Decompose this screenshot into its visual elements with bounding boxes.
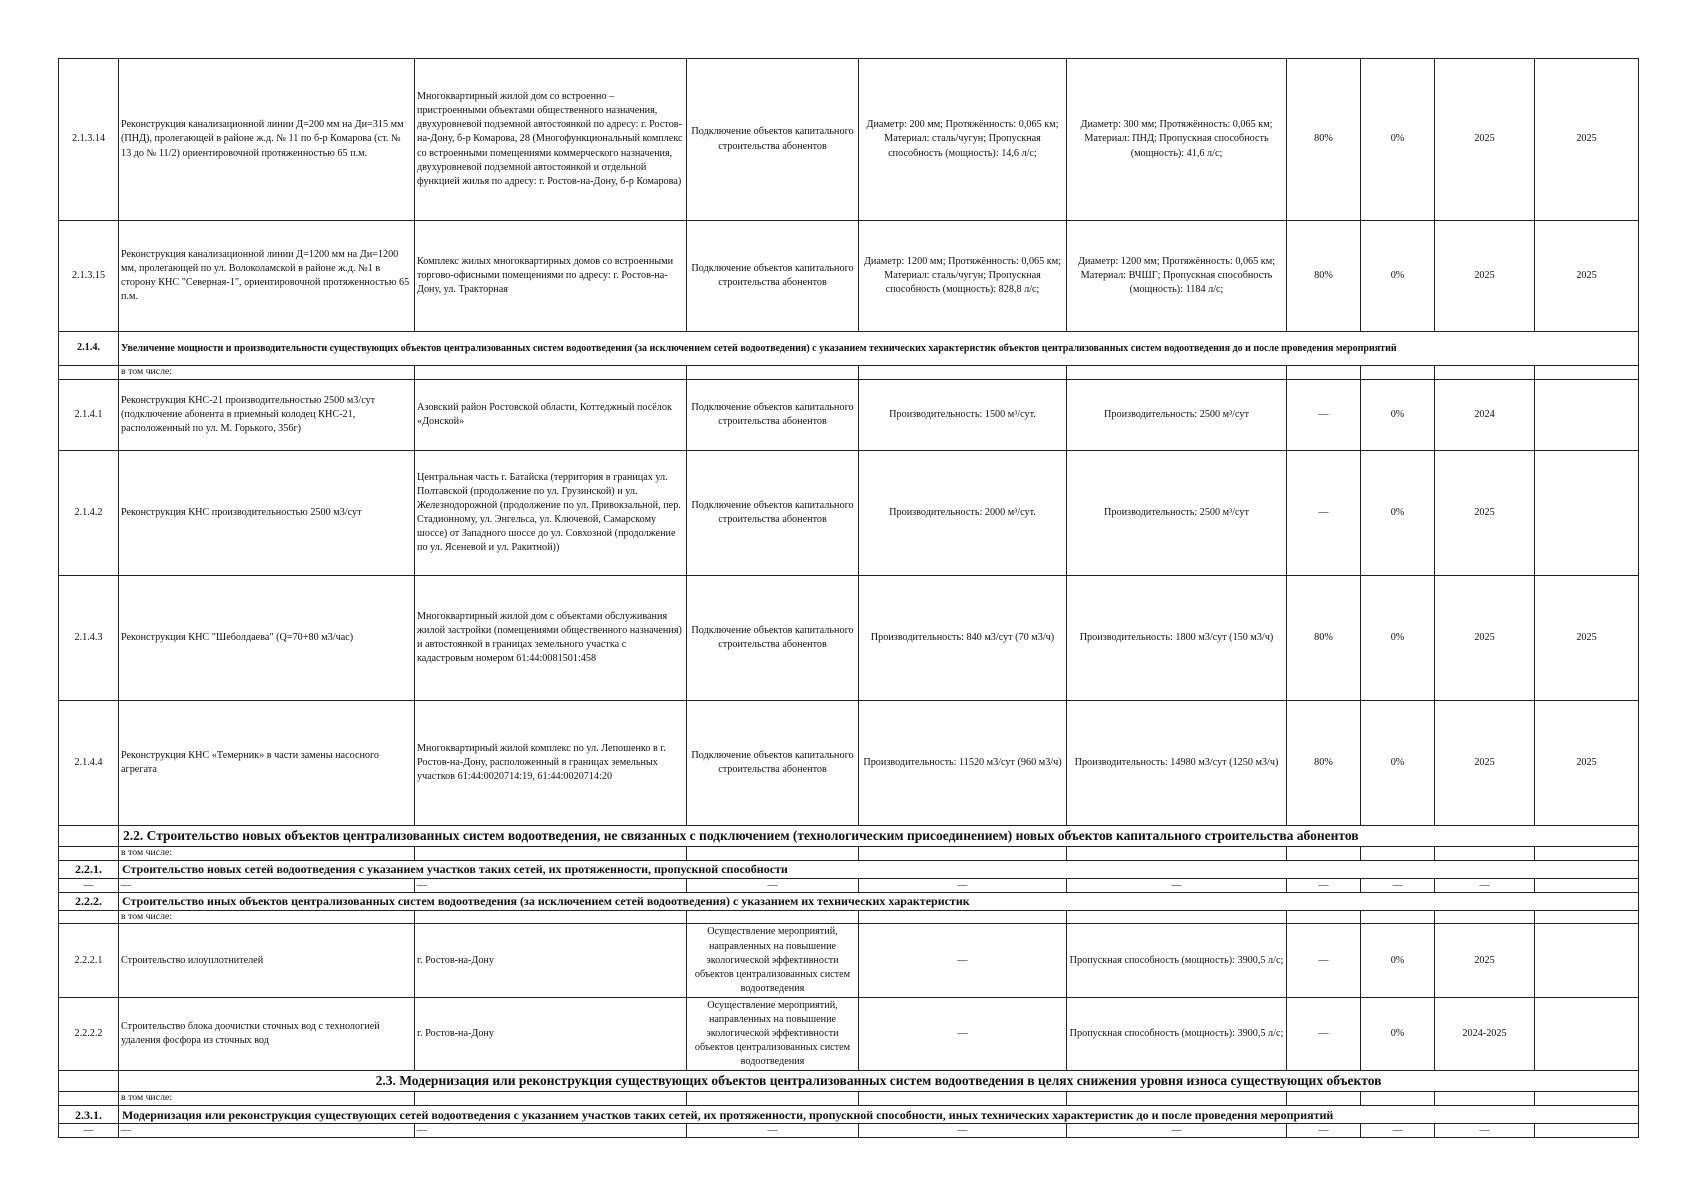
section-number: 2.1.4. bbox=[59, 332, 119, 366]
year-start: 2025 bbox=[1435, 575, 1535, 700]
row-number: 2.1.4.1 bbox=[59, 379, 119, 450]
subsection-row bbox=[59, 860, 1639, 878]
measure-name: Реконструкция КНС-21 производительностью 2500 м3/сут (подключение абонента в приемный колодец КНС-21, расположенный по ул. М. Горького, 356г) bbox=[119, 379, 415, 450]
section-number: 2.2.2. bbox=[59, 892, 119, 910]
including-label: в том числе: bbox=[119, 1092, 415, 1106]
characteristics-before: Производительность: 1500 м³/сут. bbox=[859, 379, 1067, 450]
wear-before: — bbox=[1287, 379, 1361, 450]
row-number: 2.1.4.2 bbox=[59, 450, 119, 575]
table-row bbox=[59, 997, 1639, 1070]
measure-purpose: Подключение объектов капитального строительства абонентов bbox=[687, 450, 859, 575]
measure-purpose: Подключение объектов капитального строительства абонентов bbox=[687, 221, 859, 332]
year-end: 2025 bbox=[1535, 575, 1639, 700]
wear-after: 0% bbox=[1361, 221, 1435, 332]
characteristics-after: Производительность: 1800 м3/сут (150 м3/ч) bbox=[1067, 575, 1287, 700]
wear-after: 0% bbox=[1361, 379, 1435, 450]
table-row bbox=[59, 700, 1639, 825]
measure-name: Реконструкция канализационной линии Д=200 мм на Ди=315 мм (ПНД), пролегающей в районе ж.д. № 11 по б-р Комарова (ст. № 13 до № 11/2) ориентировочной протяженностью 65 п.м. bbox=[119, 59, 415, 221]
including-row bbox=[59, 366, 1639, 380]
measure-name: Строительство блока доочистки сточных вод с технологией удаления фосфора из сточных вод bbox=[119, 997, 415, 1070]
measure-location: Многоквартирный жилой дом с объектами обслуживания жилой застройки (помещениями общественного назначения) и автостоянкой в границах земельного участка с кадастровым номером 61:44:0081501:458 bbox=[415, 575, 687, 700]
year-end bbox=[1535, 379, 1639, 450]
year-start: 2025 bbox=[1435, 59, 1535, 221]
measure-location: г. Ростов-на-Дону bbox=[415, 924, 687, 997]
wear-before: — bbox=[1287, 997, 1361, 1070]
row-number: 2.2.2.2 bbox=[59, 997, 119, 1070]
wear-before: — bbox=[1287, 450, 1361, 575]
subsection-row bbox=[59, 1106, 1639, 1124]
measure-location: Многоквартирный жилой дом со встроенно – пристроенными объектами общественного назначения, двухуровневой подземной автостоянкой по адресу: г. Ростов-на-Дону, б-р Комарова, 28 (Многофункциональный комплекс со встроенными помещениями коммерческого назначения, двухуровневой подземной автостоянкой и отдельной функцией жилья по адресу: г. Ростов-на-Дону, б-р Комарова) bbox=[415, 59, 687, 221]
measure-location: Многоквартирный жилой комплекс по ул. Лепошенко в г. Ростов-на-Дону, расположенный в границах земельных участков 61:44:0020714:19, 61:44:0020714:20 bbox=[415, 700, 687, 825]
year-end bbox=[1535, 997, 1639, 1070]
year-end: 2025 bbox=[1535, 221, 1639, 332]
section-row bbox=[59, 1071, 1639, 1092]
year-start: 2025 bbox=[1435, 450, 1535, 575]
table-row bbox=[59, 450, 1639, 575]
measure-location: Центральная часть г. Батайска (территория в границах ул. Полтавской (продолжение по ул. Грузинской) и ул. Железнодорожной (продолжение по ул. Привокзальной, пер. Стадионному, ул. Энгельса, ул. Ключевой, Самарскому шоссе) от Западного шоссе до ул. Совхозной (продолжение по ул. Ясеневой и ул. Ракитной)) bbox=[415, 450, 687, 575]
wear-after: 0% bbox=[1361, 700, 1435, 825]
year-start: 2024 bbox=[1435, 379, 1535, 450]
measure-purpose: Подключение объектов капитального строительства абонентов bbox=[687, 379, 859, 450]
section-title: Увеличение мощности и производительности существующих объектов централизованных систем водоотведения (за исключением сетей водоотведения) с указанием технических характеристик объектов централизованных систем водоотведения до и после проведения мероприятий bbox=[119, 332, 1639, 366]
including-label: в том числе: bbox=[119, 846, 415, 860]
section-number: 2.2.1. bbox=[59, 860, 119, 878]
measure-name: Реконструкция КНС "Шеболдаева" (Q=70+80 м3/час) bbox=[119, 575, 415, 700]
investment-program-table bbox=[58, 58, 1639, 1138]
characteristics-after: Диаметр: 300 мм; Протяжённость: 0,065 км; Материал: ПНД; Пропускная способность (мощность): 41,6 л/с; bbox=[1067, 59, 1287, 221]
measure-purpose: Подключение объектов капитального строительства абонентов bbox=[687, 700, 859, 825]
row-number: 2.1.4.3 bbox=[59, 575, 119, 700]
empty-row: — — — — — — — — — bbox=[59, 878, 1639, 892]
wear-before: — bbox=[1287, 924, 1361, 997]
characteristics-before: — bbox=[859, 924, 1067, 997]
section-title: Строительство иных объектов централизованных систем водоотведения (за исключением сетей водоотведения) с указанием их технических характеристик bbox=[119, 892, 1639, 910]
subsection-row bbox=[59, 892, 1639, 910]
characteristics-before: Диаметр: 1200 мм; Протяжённость: 0,065 км; Материал: сталь/чугун; Пропускная способность (мощность): 828,8 л/с; bbox=[859, 221, 1067, 332]
empty-row: — — — — — — — — — bbox=[59, 1124, 1639, 1138]
measure-purpose: Подключение объектов капитального строительства абонентов bbox=[687, 59, 859, 221]
measure-location: Азовский район Ростовской области, Коттеджный посёлок «Донской» bbox=[415, 379, 687, 450]
wear-after: 0% bbox=[1361, 59, 1435, 221]
section-title: 2.3. Модернизация или реконструкция существующих объектов централизованных систем водоотведения в целях снижения уровня износа существующих объектов bbox=[119, 1071, 1639, 1092]
section-row bbox=[59, 825, 1639, 846]
year-end: 2025 bbox=[1535, 59, 1639, 221]
wear-before: 80% bbox=[1287, 575, 1361, 700]
row-number: 2.1.4.4 bbox=[59, 700, 119, 825]
table-row bbox=[59, 379, 1639, 450]
year-end bbox=[1535, 924, 1639, 997]
measure-name: Реконструкция КНС производительностью 2500 м3/сут bbox=[119, 450, 415, 575]
wear-after: 0% bbox=[1361, 575, 1435, 700]
table-row bbox=[59, 59, 1639, 221]
row-number: 2.1.3.14 bbox=[59, 59, 119, 221]
measure-name: Реконструкция канализационной линии Д=1200 мм на Ди=1200 мм, пролегающей по ул. Волоколамской в районе ж.д. №1 в сторону КНС "Северная-1", ориентировочной протяженностью 65 п.м. bbox=[119, 221, 415, 332]
wear-after: 0% bbox=[1361, 997, 1435, 1070]
wear-before: 80% bbox=[1287, 59, 1361, 221]
including-row bbox=[59, 846, 1639, 860]
year-start: 2025 bbox=[1435, 924, 1535, 997]
including-row bbox=[59, 1092, 1639, 1106]
year-end bbox=[1535, 450, 1639, 575]
characteristics-after: Производительность: 2500 м³/сут bbox=[1067, 379, 1287, 450]
section-number: 2.3.1. bbox=[59, 1106, 119, 1124]
measure-name: Строительство илоуплотнителей bbox=[119, 924, 415, 997]
year-start: 2025 bbox=[1435, 700, 1535, 825]
characteristics-before: Диаметр: 200 мм; Протяжённость: 0,065 км; Материал: сталь/чугун; Пропускная способность (мощность): 14,6 л/с; bbox=[859, 59, 1067, 221]
year-end: 2025 bbox=[1535, 700, 1639, 825]
section-title: Модернизация или реконструкция существующих сетей водоотведения с указанием участков таких сетей, их протяженности, пропускной способности, иных технических характеристик до и после проведения мероприятий bbox=[119, 1106, 1639, 1124]
characteristics-after: Производительность: 14980 м3/сут (1250 м3/ч) bbox=[1067, 700, 1287, 825]
characteristics-after: Пропускная способность (мощность): 3900,5 л/с; bbox=[1067, 997, 1287, 1070]
row-number: 2.1.3.15 bbox=[59, 221, 119, 332]
characteristics-before: Производительность: 2000 м³/сут. bbox=[859, 450, 1067, 575]
section-title: Строительство новых сетей водоотведения с указанием участков таких сетей, их протяженности, пропускной способности bbox=[119, 860, 1639, 878]
characteristics-after: Производительность: 2500 м³/сут bbox=[1067, 450, 1287, 575]
wear-before: 80% bbox=[1287, 700, 1361, 825]
including-row bbox=[59, 910, 1639, 924]
year-start: 2025 bbox=[1435, 221, 1535, 332]
table-row bbox=[59, 575, 1639, 700]
characteristics-after: Диаметр: 1200 мм; Протяжённость: 0,065 км; Материал: ВЧШГ; Пропускная способность (мощность): 1184 л/с; bbox=[1067, 221, 1287, 332]
table-row bbox=[59, 924, 1639, 997]
measure-purpose: Подключение объектов капитального строительства абонентов bbox=[687, 575, 859, 700]
measure-purpose: Осуществление мероприятий, направленных на повышение экологической эффективности объектов централизованных систем водоотведения bbox=[687, 997, 859, 1070]
wear-after: 0% bbox=[1361, 450, 1435, 575]
wear-after: 0% bbox=[1361, 924, 1435, 997]
including-label: в том числе: bbox=[119, 366, 415, 380]
measure-name: Реконструкция КНС «Темерник» в части замены насосного агрегата bbox=[119, 700, 415, 825]
table-row bbox=[59, 221, 1639, 332]
characteristics-before: Производительность: 11520 м3/сут (960 м3/ч) bbox=[859, 700, 1067, 825]
year-start: 2024-2025 bbox=[1435, 997, 1535, 1070]
row-number: 2.2.2.1 bbox=[59, 924, 119, 997]
including-label: в том числе: bbox=[119, 910, 415, 924]
characteristics-before: Производительность: 840 м3/сут (70 м3/ч) bbox=[859, 575, 1067, 700]
subsection-row bbox=[59, 332, 1639, 366]
characteristics-before: — bbox=[859, 997, 1067, 1070]
measure-location: Комплекс жилых многоквартирных домов со встроенными торгово-офисными помещениями по адресу: г. Ростов-на-Дону, ул. Тракторная bbox=[415, 221, 687, 332]
characteristics-after: Пропускная способность (мощность): 3900,5 л/с; bbox=[1067, 924, 1287, 997]
measure-location: г. Ростов-на-Дону bbox=[415, 997, 687, 1070]
wear-before: 80% bbox=[1287, 221, 1361, 332]
section-title: 2.2. Строительство новых объектов централизованных систем водоотведения, не связанных с подключением (технологическим присоединением) новых объектов капитального строительства абонентов bbox=[119, 825, 1639, 846]
measure-purpose: Осуществление мероприятий, направленных на повышение экологической эффективности объектов централизованных систем водоотведения bbox=[687, 924, 859, 997]
